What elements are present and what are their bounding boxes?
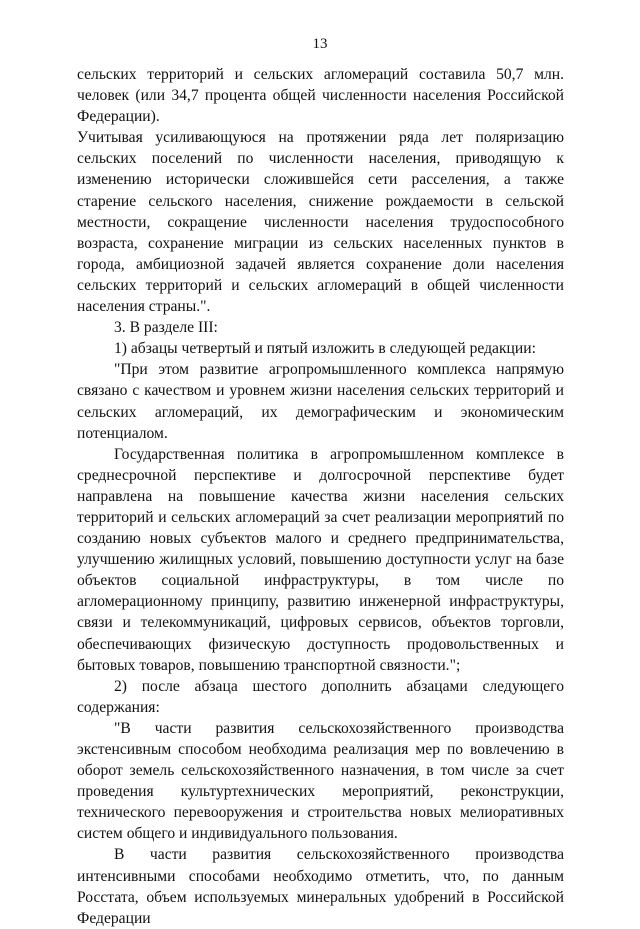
paragraph-3: 3. В разделе III: — [114, 319, 218, 337]
paragraph-2: Учитывая усиливающуюся на протяжении ряда лет поляризацию сельских поселений по численности населения, приводящую к изменению исторически сложившейся сети расселения, а также старение сельского населения, снижение рождаемости в сельской местности, сокращение численности населения трудоспособного возраста, сохранение миграции из сельских населенных пунктов в города, амбициозной задачей является сохранение доли населения сельских территорий и сельских агломераций в общей численности населения страны.". — [77, 129, 564, 316]
paragraph-1: сельских территорий и сельских агломераций составила 50,7 млн. человек (или 34,7 процента общей численности населения Российской Федерации). — [77, 66, 564, 126]
paragraph-4: 1) абзацы четвертый и пятый изложить в следующей редакции: — [114, 340, 536, 358]
paragraph-6: Государственная политика в агропромышленном комплексе в среднесрочной перспективе и долгосрочной перспективе будет направлена на повышение качества жизни населения сельских территорий и сельских агломераций за счет реализации мероприятий по созданию новых субъектов малого и среднего предпринимательства, улучшению жилищных условий, повышению доступности услуг на базе объектов социальной инфраструктуры, в том числе по агломерационному принципу, развитию инженерной инфраструктуры, связи и телекоммуникаций, цифровых сервисов, объектов торговли, обеспечивающих физическую доступность продовольственных и бытовых товаров, повышению транспортной связности."; — [77, 445, 564, 674]
page-number: 13 — [312, 36, 328, 52]
paragraph-9: В части развития сельскохозяйственного производства интенсивными способами необходимо отметить, что, по данным Росстата, объем используемых минеральных удобрений в Российской Федерации — [77, 846, 564, 927]
paragraph-5: "При этом развитие агропромышленного комплекса напрямую связано с качеством и уровнем жизни населения сельских территорий и сельских агломераций, их демографическим и экономическим потенциалом. — [77, 361, 564, 442]
paragraph-8: "В части развития сельскохозяйственного производства экстенсивным способом необходима реализация мер по вовлечению в оборот земель сельскохозяйственного назначения, в том числе за счет проведения культуртехнических мероприятий, реконструкции, технического перевооружения и строительства новых мелиоративных систем общего и индивидуального пользования. — [77, 719, 564, 843]
document-body — [77, 64, 564, 929]
paragraph-7: 2) после абзаца шестого дополнить абзацами следующего содержания: — [77, 677, 564, 716]
